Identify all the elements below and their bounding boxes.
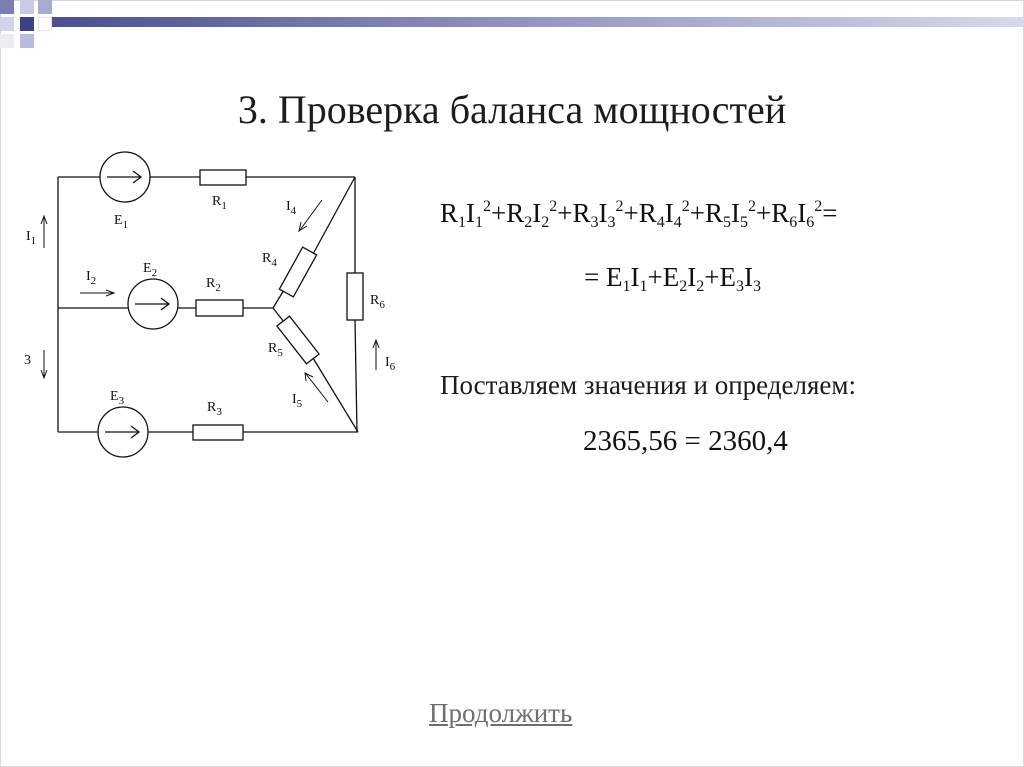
resistor-r6 — [347, 273, 363, 320]
label-i3: 3 — [24, 353, 31, 368]
label-i5: $I_5$ — [292, 392, 303, 410]
eq-term: $R_3I_3^2+$ — [572, 198, 639, 231]
resistor-r4 — [279, 247, 316, 297]
eq-term: $R_5I_5^2+$ — [705, 198, 772, 231]
label-e3: $E_3$ — [110, 389, 125, 407]
wire — [355, 320, 357, 432]
eq-term: $E_1I_1+$ — [605, 262, 663, 295]
label-e2: $E_2$ — [143, 261, 158, 279]
resistor-r5 — [277, 316, 319, 364]
label-r5: $R_5$ — [268, 341, 283, 359]
label-r3: $R_3$ — [207, 400, 222, 418]
resistor-r2 — [196, 300, 243, 316]
wire — [273, 308, 284, 322]
wire — [313, 358, 358, 432]
label-e1: $E_1$ — [114, 213, 129, 231]
power-balance-lhs — [440, 198, 838, 232]
continue-link[interactable]: Продолжить — [429, 698, 573, 728]
slide-title: 3. Проверка баланса мощностей — [237, 87, 787, 132]
eq-term: $E_2I_2+$ — [662, 262, 720, 295]
label-r1: $R_1$ — [212, 194, 227, 212]
label-i6: $I_6$ — [385, 355, 396, 373]
label-i1: $I_1$ — [26, 229, 37, 247]
eq-term: $R_4I_4^2+$ — [638, 198, 705, 231]
eq-term: $E_3I_3$ — [719, 262, 761, 295]
label-i4: $I_4$ — [286, 199, 297, 217]
wire — [313, 177, 355, 254]
eq-term: $R_6I_6^2=$ — [771, 198, 838, 231]
substitution-text: Поставляем значения и определяем: — [440, 370, 856, 400]
resistor-r1 — [200, 170, 246, 185]
label-r6: $R_6$ — [370, 293, 385, 311]
result-value: 2365,56 = 2360,4 — [583, 425, 788, 457]
label-i2: $I_2$ — [86, 269, 97, 287]
label-r2: $R_2$ — [206, 276, 221, 294]
wire — [273, 290, 284, 308]
power-balance-rhs: = $E_1I_1+E_2I_2+E_3I_3$ — [584, 262, 761, 295]
label-r4: $R_4$ — [262, 251, 277, 269]
eq-term: $R_2I_2^2+$ — [506, 198, 573, 231]
resistor-r3 — [193, 425, 243, 440]
eq-term: $R_1I_1^2+$ — [440, 198, 507, 231]
